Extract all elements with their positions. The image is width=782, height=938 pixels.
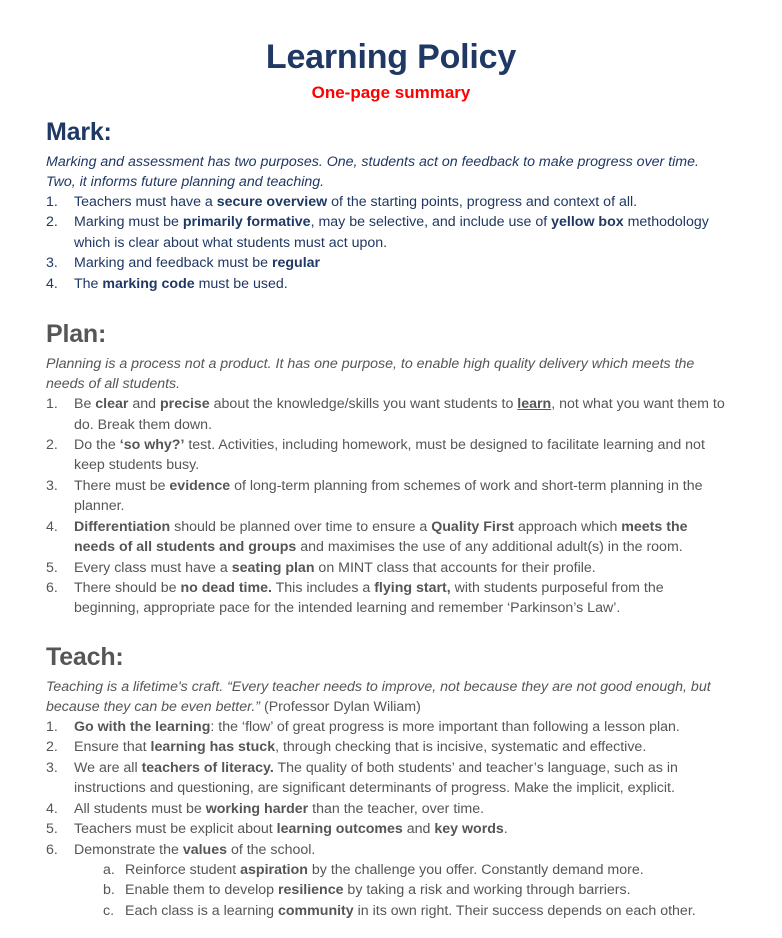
- list-item: [46, 394, 732, 435]
- list-marker: c.: [103, 902, 115, 919]
- list-item: [46, 737, 732, 757]
- section-mark: [0, 118, 782, 294]
- section-intro-plan: [46, 349, 732, 394]
- list-item: [46, 758, 732, 799]
- section-intro-mark-text: Marking and assessment has two purposes. One, students act on feedback to make progress over time. Two, it informs future planning and teaching.: [46, 153, 699, 190]
- list-marker: b.: [103, 882, 115, 899]
- section-plan: [0, 320, 782, 619]
- list-item-text: Demonstrate the values of the school.: [74, 841, 316, 858]
- section-heading-plan: Plan:: [46, 320, 107, 349]
- list-item: [46, 517, 732, 558]
- list-marker: 1.: [46, 396, 58, 413]
- list-item-text: Marking and feedback must be regular: [74, 255, 321, 272]
- list-item: [46, 558, 732, 578]
- list-marker: 4.: [46, 800, 58, 817]
- list-marker: 4.: [46, 275, 58, 292]
- list-item: [46, 717, 732, 737]
- list-marker: 3.: [46, 255, 58, 272]
- list-marker: 1.: [46, 718, 58, 735]
- section-intro-teach-attribution: (Professor Dylan Wiliam): [263, 698, 421, 715]
- list-item: [46, 253, 732, 273]
- list-plan: [46, 394, 732, 619]
- section-intro-teach: [46, 672, 732, 717]
- section-intro-teach-text: Teaching is a lifetime's craft. “Every teacher needs to improve, not because they are not good enough, but because they can be even better.”: [46, 678, 711, 715]
- page-subtitle: One-page summary: [311, 83, 471, 103]
- list-mark: [46, 192, 732, 294]
- list-item-text: All students must be working harder than the teacher, over time.: [74, 800, 485, 817]
- list-item-text: Go with the learning: the ‘flow’ of great progress is more important than following a lesson plan.: [74, 718, 680, 735]
- list-item: [46, 435, 732, 476]
- list-item: [103, 880, 732, 900]
- list-item-text: There must be evidence of long-term planning from schemes of work and short-term planning in the planner.: [74, 477, 703, 515]
- list-item-text: Differentiation should be planned over time to ensure a Quality First approach which meets the needs of all students and groups and maximises the use of any additional adult(s) in the room.: [74, 518, 688, 556]
- list-marker: 4.: [46, 518, 58, 535]
- list-item: [46, 274, 732, 294]
- list-item: [103, 901, 732, 921]
- list-marker: 5.: [46, 821, 58, 838]
- list-marker: 2.: [46, 436, 58, 453]
- list-item-text: Each class is a learning community in its own right. Their success depends on each other.: [125, 902, 696, 919]
- list-marker: 3.: [46, 477, 58, 494]
- list-marker: 2.: [46, 214, 58, 231]
- list-item-text: Do the ‘so why?’ test. Activities, including homework, must be designed to facilitate learning and not keep students busy.: [74, 436, 705, 474]
- section-teach: [0, 643, 782, 921]
- list-marker: 1.: [46, 193, 58, 210]
- list-item-text: Enable them to develop resilience by taking a risk and working through barriers.: [125, 882, 631, 899]
- list-teach: [46, 717, 732, 860]
- page-title: Learning Policy: [265, 38, 517, 76]
- section-intro-mark: [46, 147, 732, 192]
- list-item: [46, 840, 732, 860]
- list-item-text: Reinforce student aspiration by the challenge you offer. Constantly demand more.: [125, 862, 644, 879]
- list-item: [46, 819, 732, 839]
- list-item: [46, 212, 732, 253]
- list-item-text: Every class must have a seating plan on MINT class that accounts for their profile.: [74, 559, 596, 576]
- list-item: [46, 578, 732, 619]
- section-heading-teach: Teach:: [46, 642, 124, 671]
- list-item-text: Be clear and precise about the knowledge/skills you want students to learn, not what you want them to do. Break them down.: [74, 396, 725, 433]
- list-marker: 3.: [46, 759, 58, 776]
- list-item-text: Marking must be primarily formative, may be selective, and include use of yellow box methodology which is clear about what students must act upon.: [74, 214, 709, 251]
- list-item-text: Teachers must have a secure overview of the starting points, progress and context of all.: [74, 193, 638, 210]
- list-item-text: We are all teachers of literacy. The quality of both students’ and teacher’s language, such as in instructions and questioning, are significant determinants of progress. Make the implicit, explicit.: [74, 759, 678, 797]
- list-item-text: The marking code must be used.: [74, 275, 288, 292]
- list-item: [46, 799, 732, 819]
- list-item: [46, 476, 732, 517]
- list-item: [46, 192, 732, 212]
- section-intro-plan-text: Planning is a process not a product. It has one purpose, to enable high quality delivery which meets the needs of all students.: [46, 355, 695, 392]
- list-item-text: Teachers must be explicit about learning outcomes and key words.: [74, 821, 508, 838]
- list-marker: 6.: [46, 580, 58, 597]
- list-marker: a.: [103, 862, 115, 879]
- list-item-text: Ensure that learning has stuck, through checking that is incisive, systematic and effective.: [74, 739, 647, 756]
- section-heading-mark: Mark:: [46, 117, 112, 146]
- list-marker: 2.: [46, 739, 58, 756]
- list-marker: 6.: [46, 841, 58, 858]
- list-marker: 5.: [46, 559, 58, 576]
- list-item-text: There should be no dead time. This includes a flying start, with students purposeful from the beginning, appropriate pace for the intended learning and remember ‘Parkinson’s Law’.: [74, 580, 664, 617]
- sublist-teach-values: [46, 860, 732, 921]
- list-item: [103, 860, 732, 880]
